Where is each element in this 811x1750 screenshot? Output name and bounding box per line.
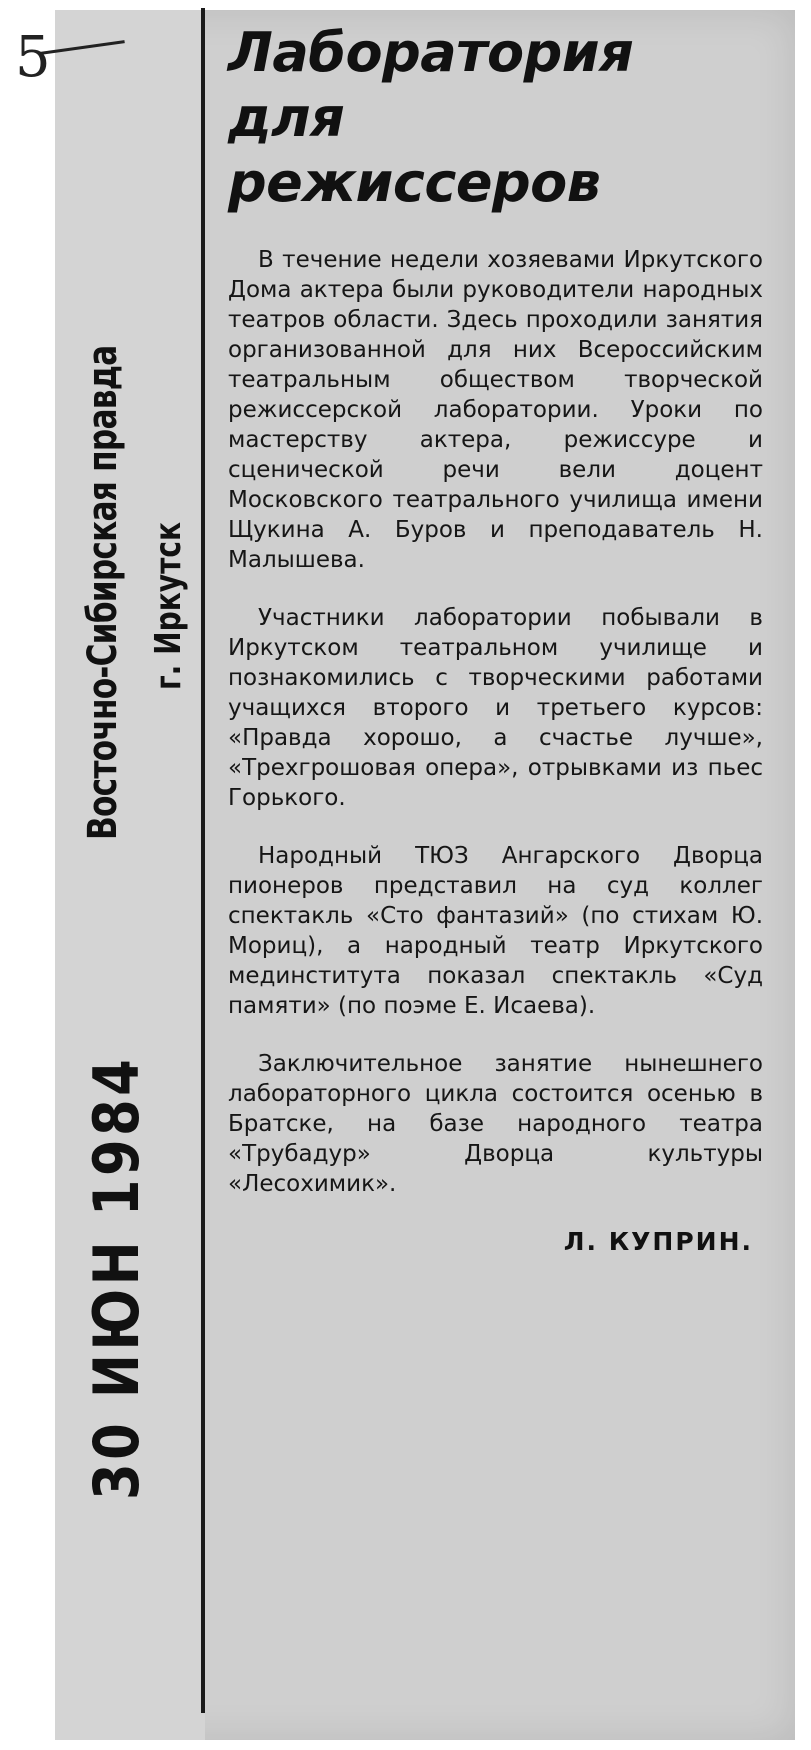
article-paragraph: Участники лаборатории побывали в Иркутском театральном училище и познакомились с творческими работами учащихся второго и третьего курсов: «Правда хорошо, а счастье лучше», «Трехгрошовая опера», отрывками из пьес Горького. (228, 605, 763, 811)
handwritten-margin-mark: 5 (15, 25, 51, 90)
article-title (228, 20, 763, 215)
article-paragraph: Заключительное занятие нынешнего лабораторного цикла состоится осенью в Братске, на базе народного театра «Трубадур» Дворца культуры «Лесохимик». (228, 1051, 763, 1197)
stamp-city: г. Иркутск (148, 521, 189, 690)
title-line: режиссеров (228, 151, 601, 214)
author-signature: Л. КУПРИН. (563, 1227, 753, 1256)
article-paragraph: Народный ТЮЗ Ангарского Дворца пионеров представил на суд коллег спектакль «Сто фантазий» (по стихам Ю. Мориц), а народный театр Иркутского мединститута показал спектакль «Суд памяти» (по поэме Е. Исаева). (228, 843, 763, 1019)
title-line: Лаборатория (228, 21, 634, 84)
stamp-date: 30 ИЮН 1984 (80, 1055, 153, 1500)
stamp-newspaper-name: Восточно-Сибирская правда (80, 345, 126, 840)
column-rule (201, 8, 205, 1713)
article-paragraph: В течение недели хозяевами Иркутского Дома актера были руководители народных театров области. Здесь проходили занятия организованной для них Всероссийским театральным обществом творческой режиссерской лаборатории. Уроки по мастерству актера, режиссуре и сценической речи вели доцент Московского театрального училища имени Щукина А. Буров и преподаватель Н. Малышева. (228, 247, 763, 573)
article (228, 20, 763, 1256)
title-line: для (228, 86, 345, 149)
